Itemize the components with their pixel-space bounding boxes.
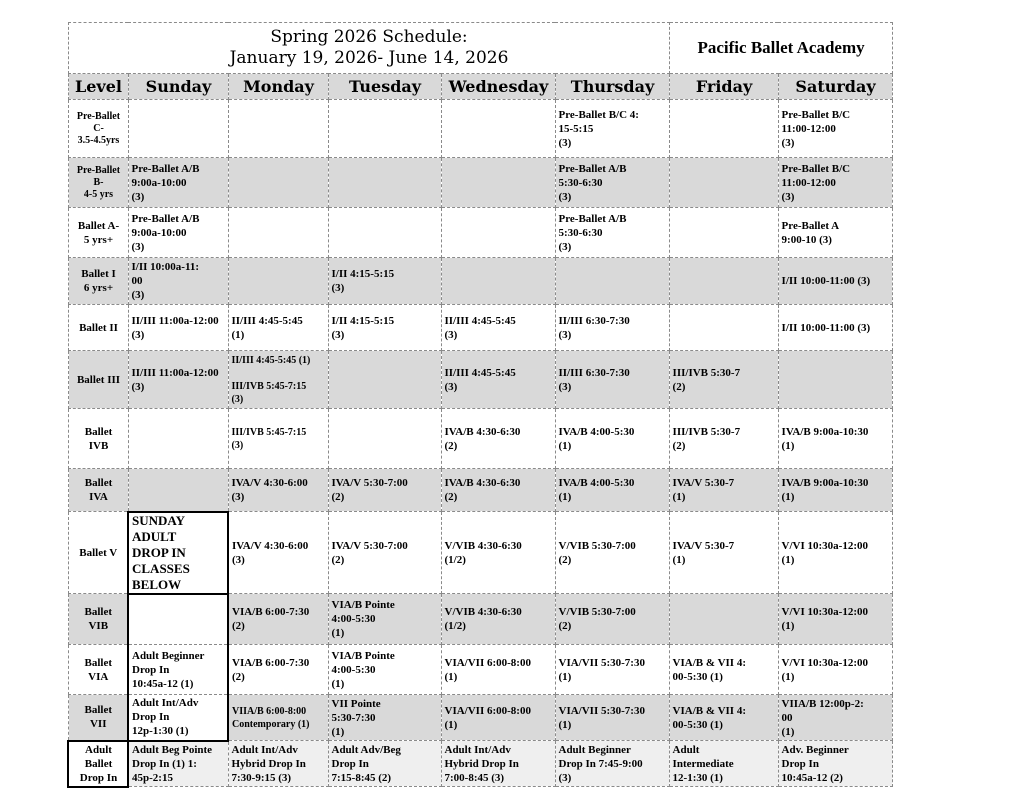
class-cell — [669, 100, 778, 158]
class-cell — [441, 158, 555, 208]
col-monday: Monday — [228, 74, 328, 100]
class-cell: Pre-Ballet A/B 9:00a-10:00 (3) — [128, 158, 228, 208]
class-cell: Pre-Ballet A/B 5:30-6:30 (3) — [555, 208, 669, 258]
class-cell: IVA/B 9:00a-10:30 (1) — [778, 409, 892, 469]
class-cell — [128, 100, 228, 158]
sunday-adult-note: SUNDAY ADULT DROP IN CLASSES BELOW — [128, 512, 228, 594]
class-cell: Pre-Ballet B/C 11:00-12:00 (3) — [778, 100, 892, 158]
class-cell: II/III 11:00a-12:00 (3) — [128, 305, 228, 351]
level-cell: Ballet VII — [68, 695, 128, 741]
col-saturday: Saturday — [778, 74, 892, 100]
col-thursday: Thursday — [555, 74, 669, 100]
title-line-1: Spring 2026 Schedule: — [270, 27, 468, 47]
class-cell — [228, 158, 328, 208]
class-cell — [328, 208, 441, 258]
level-cell: Ballet III — [68, 351, 128, 409]
col-wednesday: Wednesday — [441, 74, 555, 100]
class-cell: IVA/V 5:30-7 (1) — [669, 512, 778, 594]
class-cell: I/II 4:15-5:15 (3) — [328, 305, 441, 351]
class-cell: III/IVB 5:45-7:15 (3) — [228, 409, 328, 469]
schedule-row — [68, 158, 892, 208]
class-cell: VIA/B 6:00-7:30 (2) — [228, 645, 328, 695]
class-cell — [555, 258, 669, 305]
class-cell: V/VIB 4:30-6:30 (1/2) — [441, 594, 555, 645]
level-cell: Ballet IVA — [68, 469, 128, 512]
col-friday: Friday — [669, 74, 778, 100]
class-cell: VIA/B & VII 4: 00-5:30 (1) — [669, 645, 778, 695]
class-cell: IVA/B 4:30-6:30 (2) — [441, 469, 555, 512]
level-cell: Ballet I 6 yrs+ — [68, 258, 128, 305]
schedule-row — [68, 594, 892, 645]
class-cell — [128, 594, 228, 645]
class-cell: VIA/B Pointe 4:00-5:30 (1) — [328, 594, 441, 645]
level-cell: Adult Ballet Drop In — [68, 741, 128, 787]
class-cell — [328, 100, 441, 158]
class-cell — [228, 258, 328, 305]
class-cell: VIA/VII 5:30-7:30 (1) — [555, 695, 669, 741]
class-cell: Adult Int/Adv Hybrid Drop In 7:00-8:45 (3) — [441, 741, 555, 787]
class-cell: III/IVB 5:30-7 (2) — [669, 409, 778, 469]
schedule-row — [68, 512, 892, 594]
schedule-row — [68, 208, 892, 258]
class-cell — [669, 594, 778, 645]
class-cell: I/II 10:00-11:00 (3) — [778, 305, 892, 351]
class-cell — [669, 258, 778, 305]
class-cell: VII Pointe 5:30-7:30 (1) — [328, 695, 441, 741]
title-line-2: January 19, 2026- June 14, 2026 — [229, 48, 509, 68]
class-cell: V/VIB 5:30-7:00 (2) — [555, 512, 669, 594]
class-cell — [441, 100, 555, 158]
schedule-row — [68, 409, 892, 469]
schedule-row — [68, 469, 892, 512]
class-cell — [669, 158, 778, 208]
class-cell: V/VIB 5:30-7:00 (2) — [555, 594, 669, 645]
class-cell — [778, 351, 892, 409]
schedule-title — [68, 23, 669, 74]
level-cell: Ballet VIB — [68, 594, 128, 645]
class-cell: Adv. Beginner Drop In 10:45a-12 (2) — [778, 741, 892, 787]
class-cell: VIA/VII 5:30-7:30 (1) — [555, 645, 669, 695]
class-cell: II/III 6:30-7:30 (3) — [555, 351, 669, 409]
col-tuesday: Tuesday — [328, 74, 441, 100]
class-cell: Adult Adv/Beg Drop In 7:15-8:45 (2) — [328, 741, 441, 787]
class-cell: IVA/V 4:30-6:00 (3) — [228, 512, 328, 594]
class-cell: VIA/B 6:00-7:30 (2) — [228, 594, 328, 645]
class-cell: IVA/V 4:30-6:00 (3) — [228, 469, 328, 512]
schedule-row — [68, 258, 892, 305]
class-cell — [328, 351, 441, 409]
class-cell: III/IVB 5:30-7 (2) — [669, 351, 778, 409]
class-cell: II/III 4:45-5:45 (1) III/IVB 5:45-7:15 (3) — [228, 351, 328, 409]
col-sunday: Sunday — [128, 74, 228, 100]
class-cell: V/VI 10:30a-12:00 (1) — [778, 512, 892, 594]
level-cell: Ballet V — [68, 512, 128, 594]
column-header-row — [68, 74, 892, 100]
class-cell: VIA/VII 6:00-8:00 (1) — [441, 695, 555, 741]
schedule-row — [68, 645, 892, 695]
class-cell: V/VI 10:30a-12:00 (1) — [778, 645, 892, 695]
schedule-row — [68, 741, 892, 787]
class-cell: Adult Beg Pointe Drop In (1) 1: 45p-2:15 — [128, 741, 228, 787]
class-cell: I/II 10:00-11:00 (3) — [778, 258, 892, 305]
schedule-row — [68, 695, 892, 741]
class-cell: IVA/V 5:30-7:00 (2) — [328, 469, 441, 512]
class-cell: Adult Beginner Drop In 7:45-9:00 (3) — [555, 741, 669, 787]
class-cell: IVA/B 4:00-5:30 (1) — [555, 409, 669, 469]
level-cell: Ballet IVB — [68, 409, 128, 469]
schedule-row — [68, 305, 892, 351]
schedule-row — [68, 351, 892, 409]
class-cell: VIIA/B 12:00p-2: 00 (1) — [778, 695, 892, 741]
class-cell — [128, 469, 228, 512]
class-cell: Pre-Ballet B/C 11:00-12:00 (3) — [778, 158, 892, 208]
academy-name: Pacific Ballet Academy — [669, 23, 892, 74]
class-cell — [328, 409, 441, 469]
class-cell: V/VIB 4:30-6:30 (1/2) — [441, 512, 555, 594]
level-cell: Ballet VIA — [68, 645, 128, 695]
class-cell — [441, 258, 555, 305]
level-cell: Pre-Ballet C- 3.5-4.5yrs — [68, 100, 128, 158]
class-cell: II/III 6:30-7:30 (3) — [555, 305, 669, 351]
class-cell — [669, 305, 778, 351]
class-cell: Pre-Ballet A 9:00-10 (3) — [778, 208, 892, 258]
class-cell — [128, 409, 228, 469]
class-cell: Pre-Ballet B/C 4: 15-5:15 (3) — [555, 100, 669, 158]
schedule-row — [68, 100, 892, 158]
class-cell: Adult Beginner Drop In 10:45a-12 (1) — [128, 645, 228, 695]
class-cell: VIA/VII 6:00-8:00 (1) — [441, 645, 555, 695]
class-cell: IVA/B 4:00-5:30 (1) — [555, 469, 669, 512]
class-cell: Pre-Ballet A/B 9:00a-10:00 (3) — [128, 208, 228, 258]
class-cell: II/III 4:45-5:45 (1) — [228, 305, 328, 351]
class-cell — [328, 158, 441, 208]
schedule-table — [67, 22, 893, 788]
level-cell: Ballet II — [68, 305, 128, 351]
class-cell: I/II 10:00a-11: 00 (3) — [128, 258, 228, 305]
class-cell — [441, 208, 555, 258]
class-cell: II/III 4:45-5:45 (3) — [441, 305, 555, 351]
class-cell: IVA/B 4:30-6:30 (2) — [441, 409, 555, 469]
class-cell: V/VI 10:30a-12:00 (1) — [778, 594, 892, 645]
class-cell — [228, 100, 328, 158]
class-cell: Adult Intermediate 12-1:30 (1) — [669, 741, 778, 787]
class-cell: II/III 11:00a-12:00 (3) — [128, 351, 228, 409]
col-level: Level — [68, 74, 128, 100]
class-cell: Pre-Ballet A/B 5:30-6:30 (3) — [555, 158, 669, 208]
class-cell: IVA/V 5:30-7 (1) — [669, 469, 778, 512]
class-cell: VIIA/B 6:00-8:00 Contemporary (1) — [228, 695, 328, 741]
class-cell: II/III 4:45-5:45 (3) — [441, 351, 555, 409]
class-cell — [669, 208, 778, 258]
class-cell: Adult Int/Adv Hybrid Drop In 7:30-9:15 (3) — [228, 741, 328, 787]
class-cell: Adult Int/Adv Drop In 12p-1:30 (1) — [128, 695, 228, 741]
class-cell: I/II 4:15-5:15 (3) — [328, 258, 441, 305]
class-cell: VIA/B Pointe 4:00-5:30 (1) — [328, 645, 441, 695]
class-cell: IVA/V 5:30-7:00 (2) — [328, 512, 441, 594]
class-cell: VIA/B & VII 4: 00-5:30 (1) — [669, 695, 778, 741]
class-cell: IVA/B 9:00a-10:30 (1) — [778, 469, 892, 512]
level-cell: Pre-Ballet B- 4-5 yrs — [68, 158, 128, 208]
class-cell — [228, 208, 328, 258]
level-cell: Ballet A- 5 yrs+ — [68, 208, 128, 258]
